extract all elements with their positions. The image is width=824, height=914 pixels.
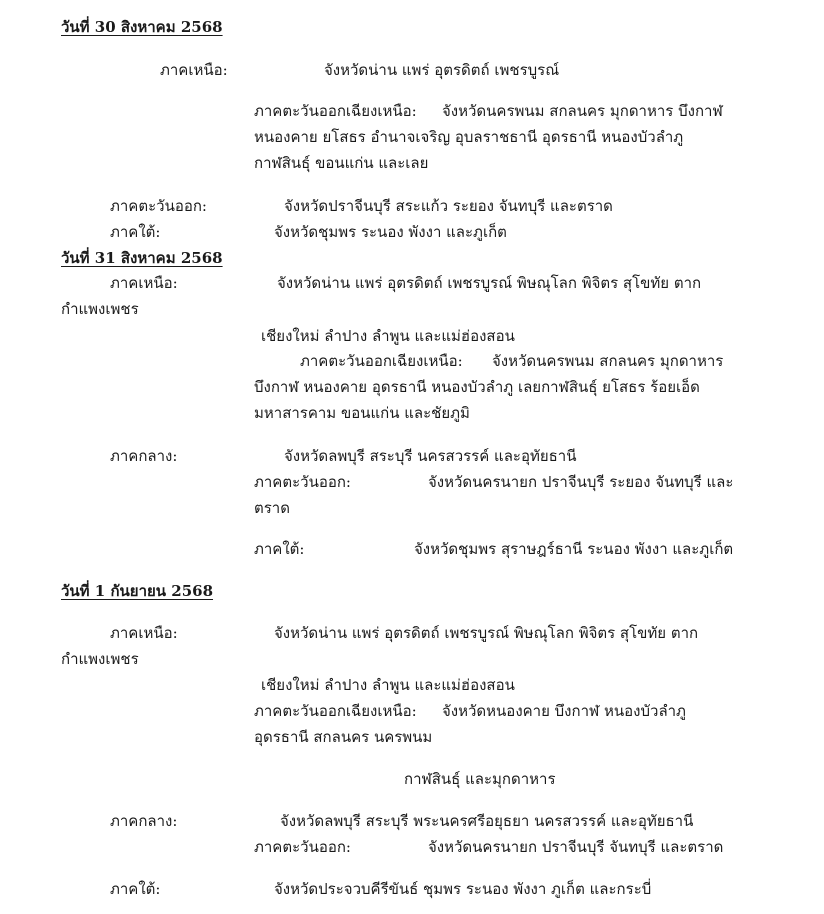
region-label-central: ภาคกลาง: bbox=[110, 447, 178, 465]
date-heading-2: วันที่ 31 สิงหาคม 2568 bbox=[61, 249, 223, 267]
region-provinces-northeast: จังหวัดนครพนม สกลนคร มุกดาหาร bbox=[492, 352, 724, 370]
region-provinces-northeast-cont: กาฬสินธุ์ และมุกดาหาร bbox=[404, 770, 556, 788]
region-provinces-central: จังหวัดลพบุรี สระบุรี พระนครศรีอยุธยา นครสวรรค์ และอุทัยธานี bbox=[280, 812, 694, 830]
region-provinces-east-cont: ตราด bbox=[254, 499, 290, 517]
region-label-north: ภาคเหนือ: bbox=[110, 624, 178, 642]
region-label-northeast: ภาคตะวันออกเฉียงเหนือ: bbox=[254, 702, 417, 720]
region-provinces-north-cont: กำแพงเพชร bbox=[61, 650, 139, 668]
region-provinces-northeast: จังหวัดหนองคาย บึงกาฬ หนองบัวลำภู bbox=[442, 702, 686, 720]
region-provinces-east: จังหวัดนครนายก ปราจีนบุรี จันทบุรี และตราด bbox=[428, 838, 724, 856]
region-provinces-central: จังหวัดลพบุรี สระบุรี นครสวรรค์ และอุทัยธานี bbox=[284, 447, 577, 465]
region-label-south: ภาคใต้: bbox=[110, 223, 161, 241]
region-provinces-north-cont: เชียงใหม่ ลำปาง ลำพูน และแม่ฮ่องสอน bbox=[261, 327, 515, 345]
region-provinces-south: จังหวัดชุมพร สุราษฎร์ธานี ระนอง พังงา และภูเก็ต bbox=[414, 540, 734, 558]
region-label-south: ภาคใต้: bbox=[110, 880, 161, 898]
region-provinces-northeast-cont: อุดรธานี สกลนคร นครพนม bbox=[254, 728, 433, 746]
region-label-east: ภาคตะวันออก: bbox=[110, 197, 207, 215]
region-provinces-north: จังหวัดน่าน แพร่ อุตรดิตถ์ เพชรบูรณ์ พิษณุโลก พิจิตร สุโขทัย ตาก bbox=[277, 274, 702, 292]
region-label-central: ภาคกลาง: bbox=[110, 812, 178, 830]
region-label-north: ภาคเหนือ: bbox=[110, 274, 178, 292]
region-provinces-east: จังหวัดนครนายก ปราจีนบุรี ระยอง จันทบุรี และ bbox=[428, 473, 734, 491]
date-heading-3: วันที่ 1 กันยายน 2568 bbox=[61, 582, 214, 600]
region-provinces-northeast-cont: กาฬสินธุ์ ขอนแก่น และเลย bbox=[254, 154, 429, 172]
region-provinces-northeast-cont: มหาสารคาม ขอนแก่น และชัยภูมิ bbox=[254, 404, 470, 422]
region-provinces-north-cont: กำแพงเพชร bbox=[61, 300, 139, 318]
region-provinces-northeast: จังหวัดนครพนม สกลนคร มุกดาหาร บึงกาฬ bbox=[442, 102, 723, 120]
region-label-northeast: ภาคตะวันออกเฉียงเหนือ: bbox=[254, 102, 417, 120]
region-provinces-north: จังหวัดน่าน แพร่ อุตรดิตถ์ เพชรบูรณ์ bbox=[324, 61, 560, 79]
region-label-northeast: ภาคตะวันออกเฉียงเหนือ: bbox=[300, 352, 463, 370]
region-label-north: ภาคเหนือ: bbox=[160, 61, 228, 79]
region-provinces-north-cont: เชียงใหม่ ลำปาง ลำพูน และแม่ฮ่องสอน bbox=[261, 676, 515, 694]
region-label-east: ภาคตะวันออก: bbox=[254, 473, 351, 491]
region-provinces-northeast-cont: หนองคาย ยโสธร อำนาจเจริญ อุบลราชธานี อุดรธานี หนองบัวลำภู bbox=[254, 128, 684, 146]
region-provinces-east: จังหวัดปราจีนบุรี สระแก้ว ระยอง จันทบุรี และตราด bbox=[284, 197, 613, 215]
date-heading-1: วันที่ 30 สิงหาคม 2568 bbox=[61, 18, 223, 36]
region-provinces-south: จังหวัดประจวบคีรีขันธ์ ชุมพร ระนอง พังงา ภูเก็ต และกระบี่ bbox=[274, 880, 652, 898]
region-provinces-northeast-cont: บึงกาฬ หนองคาย อุดรธานี หนองบัวลำภู เลยกาฬสินธุ์ ยโสธร ร้อยเอ็ด bbox=[254, 378, 700, 396]
region-label-east: ภาคตะวันออก: bbox=[254, 838, 351, 856]
region-provinces-south: จังหวัดชุมพร ระนอง พังงา และภูเก็ต bbox=[274, 223, 507, 241]
region-provinces-north: จังหวัดน่าน แพร่ อุตรดิตถ์ เพชรบูรณ์ พิษณุโลก พิจิตร สุโขทัย ตาก bbox=[274, 624, 699, 642]
region-label-south: ภาคใต้: bbox=[254, 540, 305, 558]
